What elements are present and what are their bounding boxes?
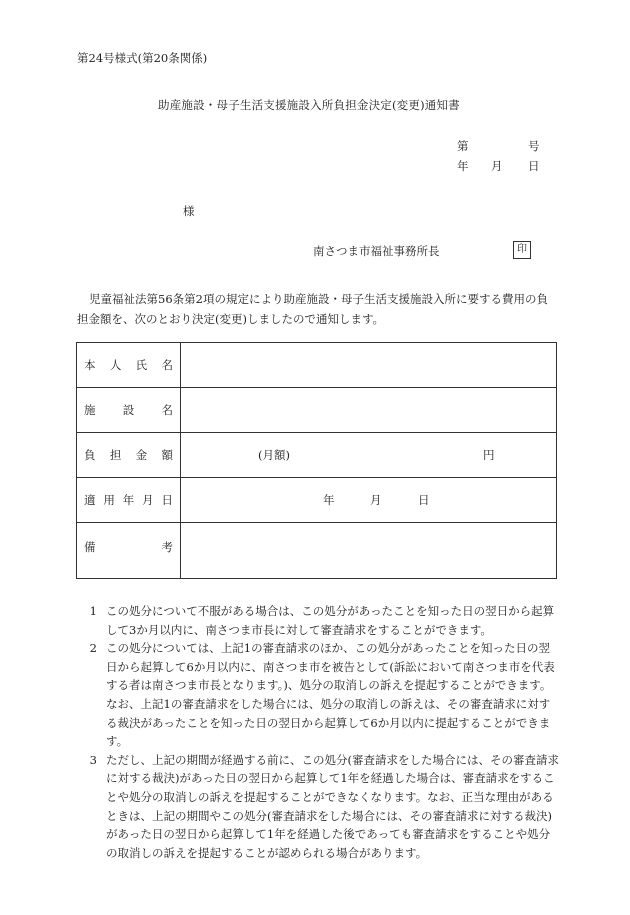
form-id: 第24号様式(第20条関係): [77, 51, 208, 65]
row-name: [77, 343, 557, 388]
label-char: 名: [161, 403, 173, 417]
row-effective-date: [77, 478, 557, 523]
row-remarks: [77, 523, 557, 579]
note-item: [83, 602, 559, 639]
value-amount: [181, 433, 557, 478]
label-remarks: [77, 523, 181, 579]
label-char: 名: [161, 358, 173, 372]
note-item: [83, 751, 559, 863]
label-char: 適: [84, 493, 96, 507]
label-char: 負: [84, 448, 96, 462]
label-char: 考: [161, 540, 173, 554]
effective-day-label: 日: [418, 493, 430, 507]
label-char: 設: [122, 403, 135, 417]
label-char: 人: [109, 358, 122, 372]
value-effective-date: [181, 478, 557, 523]
label-char: 担: [109, 448, 122, 462]
label-char: 日: [161, 493, 173, 507]
effective-month-label: 月: [370, 493, 382, 507]
yen-label: 円: [483, 448, 495, 462]
label-char: 額: [161, 448, 173, 462]
note-item: [83, 639, 559, 751]
value-remarks: [181, 523, 557, 579]
label-name: [77, 343, 181, 388]
label-amount: [77, 433, 181, 478]
issuer-name: 南さつま市福祉事務所長: [313, 244, 440, 258]
document-number-suffix: 号: [528, 139, 540, 153]
document-title: 助産施設・母子生活支援施設入所負担金決定(変更)通知書: [158, 98, 460, 112]
label-char: 本: [84, 358, 96, 372]
date-day-label: 日: [528, 159, 540, 173]
note-text: この処分について不服がある場合は、この処分があったことを知った日の翌日から起算して3か月以内に、南さつま市長に対して審査請求をすることができます。: [106, 604, 555, 637]
seal-stamp-box: 印: [513, 241, 531, 259]
note-number: 1: [89, 604, 97, 618]
label-char: 金: [135, 448, 148, 462]
monthly-label: (月額): [258, 448, 290, 462]
date-year-label: 年: [457, 159, 469, 173]
note-number: 2: [89, 641, 97, 656]
date-month-label: 月: [491, 159, 503, 173]
document-number-prefix: 第: [457, 139, 469, 153]
value-facility: [181, 388, 557, 433]
note-text: ただし、上記の期間が経過する前に、この処分(審査請求をした場合には、その審査請求に対する裁決)があった日の翌日から起算して1年を経過した場合は、審査請求をすることや処分の取消しの訴えを提起することができなくなります。なお、正当な理由があるときは、上記の期間やこの処分(審査請求をした場合には、その審査請求に対する裁決)があった日の翌日から起算して1年を経過した後であっても審査請求をすることや処分の取消しの訴えを提起することが認められる場合があります。: [106, 752, 559, 860]
info-table: [76, 342, 557, 579]
row-amount: [77, 433, 557, 478]
value-name: [181, 343, 557, 388]
note-text: この処分については、上記1の審査請求のほか、この処分があったことを知った日の翌日から起算して6か月以内に、南さつま市を被告として(訴訟において南さつま市を代表する者は南さつま市長となります。)、処分の取消しの訴えを提起することができます。なお、上記1の審査請求をした場合には、処分の取消しの訴えは、その審査請求に対する裁決があったことを知った日の翌日から起算して6か月以内に提起することができます。: [106, 641, 555, 749]
note-number: 3: [89, 752, 97, 767]
intro-paragraph: 児童福祉法第56条第2項の規定により助産施設・母子生活支援施設入所に要する費用の負担金額を、次のとおり決定(変更)しましたので通知します。: [77, 292, 548, 326]
label-char: 施: [84, 403, 96, 417]
notes-list: [83, 602, 559, 862]
label-effective-date: [77, 478, 181, 523]
label-facility: [77, 388, 181, 433]
effective-year-label: 年: [323, 493, 335, 507]
row-facility: [77, 388, 557, 433]
addressee-honorific: 様: [183, 204, 195, 218]
label-char: 年: [122, 493, 135, 507]
label-char: 氏: [135, 358, 148, 372]
label-char: 月: [142, 493, 154, 507]
label-char: 備: [84, 540, 96, 554]
label-char: 用: [103, 493, 115, 507]
